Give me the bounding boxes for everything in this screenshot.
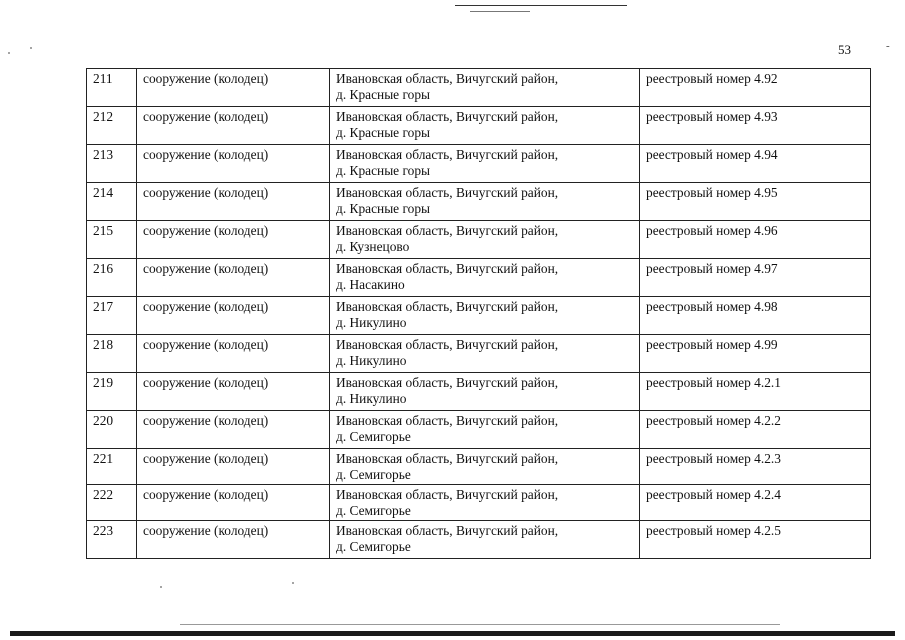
cell-number [87,411,137,449]
scan-speck [160,586,162,588]
cell-address [330,69,640,107]
registry-table [86,68,871,559]
object-type: сооружение (колодец) [143,451,269,466]
row-number: 214 [93,185,114,200]
cell-registry-number [640,259,871,297]
cell-number [87,485,137,521]
row-number: 216 [93,261,114,276]
object-type: сооружение (колодец) [143,299,269,314]
row-number: 217 [93,299,114,314]
cell-number [87,335,137,373]
cell-number [87,69,137,107]
cell-object-type [137,411,330,449]
row-number: 211 [93,71,113,86]
cell-address [330,411,640,449]
cell-object-type [137,107,330,145]
registry-number: реестровый номер 4.2.5 [646,523,781,538]
cell-registry-number [640,485,871,521]
object-type: сооружение (колодец) [143,71,269,86]
address-line-2: д. Красные горы [336,87,431,102]
address-line-1: Ивановская область, Вичугский район, [336,223,559,238]
address-line-1: Ивановская область, Вичугский район, [336,337,559,352]
address-line-1: Ивановская область, Вичугский район, [336,147,559,162]
cell-registry-number [640,411,871,449]
address-line-1: Ивановская область, Вичугский район, [336,185,559,200]
address-line-1: Ивановская область, Вичугский район, [336,487,559,502]
address-line-1: Ивановская область, Вичугский район, [336,261,559,276]
address-line-2: д. Семигорье [336,503,411,518]
object-type: сооружение (колодец) [143,147,269,162]
cell-object-type [137,259,330,297]
cell-registry-number [640,221,871,259]
margin-mark: - [886,40,890,52]
address-line-1: Ивановская область, Вичугский район, [336,451,559,466]
registry-number: реестровый номер 4.98 [646,299,778,314]
cell-object-type [137,521,330,559]
page-number: 53 [838,42,851,57]
address-line-2: д. Никулино [336,315,407,330]
object-type: сооружение (колодец) [143,487,269,502]
table-row [87,107,871,145]
address-line-2: д. Красные горы [336,201,431,216]
address-line-2: д. Красные горы [336,125,431,140]
cell-registry-number [640,69,871,107]
address-line-2: д. Насакино [336,277,405,292]
table-row [87,373,871,411]
cell-address [330,373,640,411]
cell-address [330,335,640,373]
cell-object-type [137,449,330,485]
cell-object-type [137,335,330,373]
cell-address [330,221,640,259]
registry-number: реестровый номер 4.95 [646,185,778,200]
row-number: 220 [93,413,114,428]
row-number: 213 [93,147,114,162]
address-line-1: Ивановская область, Вичугский район, [336,413,559,428]
registry-number: реестровый номер 4.92 [646,71,778,86]
cell-registry-number [640,335,871,373]
registry-number: реестровый номер 4.94 [646,147,778,162]
address-line-1: Ивановская область, Вичугский район, [336,299,559,314]
bottom-scan-bar [10,631,895,636]
cell-object-type [137,297,330,335]
cell-registry-number [640,107,871,145]
registry-number: реестровый номер 4.2.2 [646,413,781,428]
table-row [87,335,871,373]
object-type: сооружение (колодец) [143,223,269,238]
cell-number [87,259,137,297]
object-type: сооружение (колодец) [143,413,269,428]
cell-address [330,259,640,297]
cell-object-type [137,221,330,259]
cell-address [330,485,640,521]
registry-table-body [87,69,871,559]
cell-number [87,449,137,485]
address-line-1: Ивановская область, Вичугский район, [336,375,559,390]
address-line-2: д. Никулино [336,391,407,406]
table-row [87,297,871,335]
table-row [87,485,871,521]
cell-registry-number [640,183,871,221]
cell-registry-number [640,373,871,411]
row-number: 218 [93,337,114,352]
address-line-2: д. Никулино [336,353,407,368]
cell-number [87,221,137,259]
address-line-2: д. Красные горы [336,163,431,178]
scan-speck [8,52,10,54]
cell-number [87,145,137,183]
registry-number: реестровый номер 4.93 [646,109,778,124]
cell-number [87,107,137,145]
table-row [87,449,871,485]
cell-registry-number [640,449,871,485]
cell-number [87,297,137,335]
row-number: 215 [93,223,114,238]
cell-address [330,145,640,183]
cell-registry-number [640,145,871,183]
address-line-2: д. Семигорье [336,467,411,482]
top-scan-line [455,5,627,6]
object-type: сооружение (колодец) [143,375,269,390]
cell-address [330,107,640,145]
row-number: 212 [93,109,114,124]
row-number: 221 [93,451,114,466]
cell-object-type [137,183,330,221]
registry-number: реестровый номер 4.96 [646,223,778,238]
cell-object-type [137,373,330,411]
address-line-2: д. Кузнецово [336,239,410,254]
cell-registry-number [640,521,871,559]
cell-address [330,297,640,335]
registry-number: реестровый номер 4.97 [646,261,778,276]
address-line-1: Ивановская область, Вичугский район, [336,523,559,538]
row-number: 222 [93,487,114,502]
table-row [87,221,871,259]
registry-number: реестровый номер 4.2.1 [646,375,781,390]
scan-speck [30,47,32,49]
address-line-2: д. Семигорье [336,429,411,444]
object-type: сооружение (колодец) [143,523,269,538]
table-row [87,259,871,297]
table-row [87,521,871,559]
object-type: сооружение (колодец) [143,109,269,124]
top-scan-line-faint [470,11,530,12]
row-number: 219 [93,375,114,390]
cell-address [330,183,640,221]
cell-number [87,521,137,559]
cell-number [87,373,137,411]
cell-address [330,521,640,559]
object-type: сооружение (колодец) [143,261,269,276]
cell-number [87,183,137,221]
address-line-2: д. Семигорье [336,539,411,554]
row-number: 223 [93,523,114,538]
table-row [87,183,871,221]
bottom-scan-line [180,624,780,625]
address-line-1: Ивановская область, Вичугский район, [336,71,559,86]
registry-number: реестровый номер 4.2.3 [646,451,781,466]
scan-speck [292,582,294,584]
cell-object-type [137,145,330,183]
table-row [87,411,871,449]
registry-number: реестровый номер 4.2.4 [646,487,781,502]
cell-registry-number [640,297,871,335]
object-type: сооружение (колодец) [143,337,269,352]
registry-number: реестровый номер 4.99 [646,337,778,352]
address-line-1: Ивановская область, Вичугский район, [336,109,559,124]
table-row [87,69,871,107]
object-type: сооружение (колодец) [143,185,269,200]
cell-object-type [137,69,330,107]
cell-address [330,449,640,485]
table-row [87,145,871,183]
cell-object-type [137,485,330,521]
